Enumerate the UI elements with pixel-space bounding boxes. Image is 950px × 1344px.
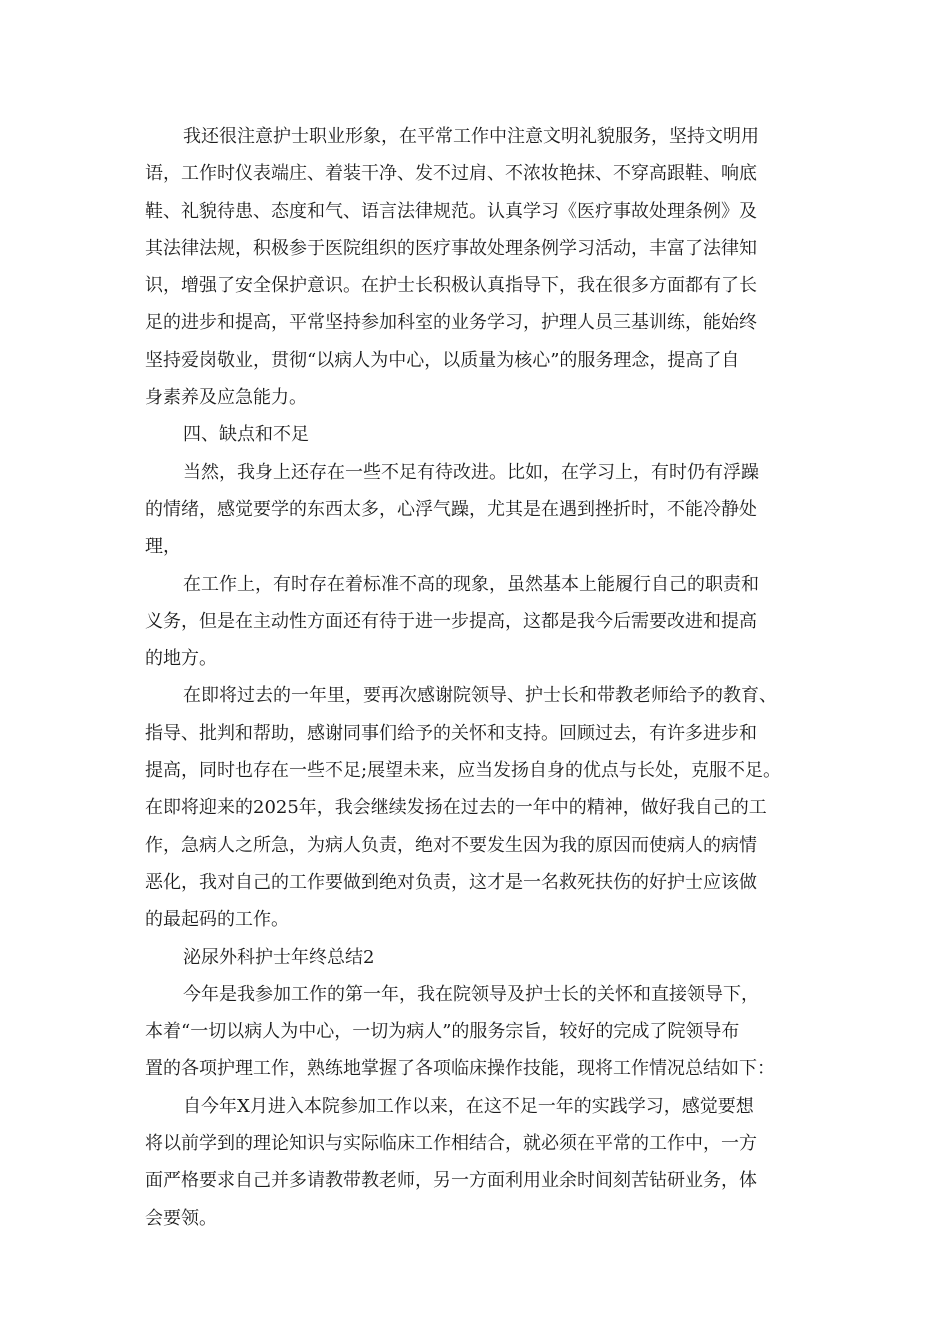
text-line: 作，急病人之所急，为病人负责，绝对不要发生因为我的原因而使病人的病情 bbox=[145, 834, 757, 856]
text-line: 鞋、礼貌待患、态度和气、语言法律规范。认真学习《医疗事故处理条例》及 bbox=[145, 200, 757, 222]
text-line: 指导、批判和帮助，感谢同事们给予的关怀和支持。回顾过去，有许多进步和 bbox=[145, 722, 757, 744]
text-line: 身素养及应急能力。 bbox=[145, 387, 307, 409]
text-line: 我还很注意护士职业形象，在平常工作中注意文明礼貌服务，坚持文明用 bbox=[183, 126, 759, 147]
text-line: 在即将过去的一年里，要再次感谢院领导、护士长和带教老师给予的教育、 bbox=[183, 685, 777, 707]
text-line: 将以前学到的理论知识与实际临床工作相结合，就必须在平常的工作中，一方 bbox=[145, 1133, 757, 1155]
text-line: 置的各项护理工作，熟练地掌握了各项临床操作技能，现将工作情况总结如下： bbox=[145, 1058, 775, 1080]
text-line: 足的进步和提高，平常坚持参加科室的业务学习，护理人员三基训练，能始终 bbox=[145, 312, 757, 334]
text-line: 的地方。 bbox=[145, 648, 217, 670]
text-line: 语，工作时仪表端庄、着装干净、发不过肩、不浓妆艳抹、不穿高跟鞋、响底 bbox=[145, 163, 757, 185]
section-heading: 四、缺点和不足 bbox=[183, 424, 309, 446]
section-title: 泌尿外科护士年终总结2 bbox=[183, 946, 375, 968]
text-line: 面严格要求自己并多请教带教老师，另一方面利用业余时间刻苦钻研业务，体 bbox=[145, 1170, 757, 1192]
text-line: 的情绪，感觉要学的东西太多，心浮气躁，尤其是在遇到挫折时，不能冷静处 bbox=[145, 498, 757, 520]
text-line: 自今年X月进入本院参加工作以来，在这不足一年的实践学习，感觉要想 bbox=[183, 1095, 754, 1117]
text-line: 恶化，我对自己的工作要做到绝对负责，这才是一名救死扶伤的好护士应该做 bbox=[145, 871, 757, 893]
text-line: 当然，我身上还存在一些不足有待改进。比如，在学习上，有时仍有浮躁 bbox=[183, 461, 759, 483]
text-line: 在即将迎来的2025年，我会继续发扬在过去的一年中的精神，做好我自己的工 bbox=[145, 797, 767, 819]
text-line: 义务，但是在主动性方面还有待于进一步提高，这都是我今后需要改进和提高 bbox=[145, 610, 757, 632]
text-line: 识，增强了安全保护意识。在护士长积极认真指导下，我在很多方面都有了长 bbox=[145, 275, 757, 297]
text-line: 提高，同时也存在一些不足;展望未来，应当发扬自身的优点与长处，克服不足。 bbox=[145, 760, 782, 782]
text-line: 今年是我参加工作的第一年，我在院领导及护士长的关怀和直接领导下， bbox=[183, 983, 759, 1005]
text-line: 会要领。 bbox=[145, 1207, 217, 1229]
text-line: 本着“一切以病人为中心，一切为病人”的服务宗旨，较好的完成了院领导布 bbox=[145, 1021, 740, 1043]
document-body bbox=[145, 118, 825, 1237]
text-line: 坚持爱岗敬业，贯彻“以病人为中心，以质量为核心”的服务理念，提高了自 bbox=[145, 349, 740, 371]
text-line: 理， bbox=[145, 536, 181, 558]
text-line: 的最起码的工作。 bbox=[145, 909, 289, 931]
text-line: 其法律法规，积极参于医院组织的医疗事故处理条例学习活动，丰富了法律知 bbox=[145, 237, 757, 259]
text-line: 在工作上，有时存在着标准不高的现象，虽然基本上能履行自己的职责和 bbox=[183, 573, 759, 595]
